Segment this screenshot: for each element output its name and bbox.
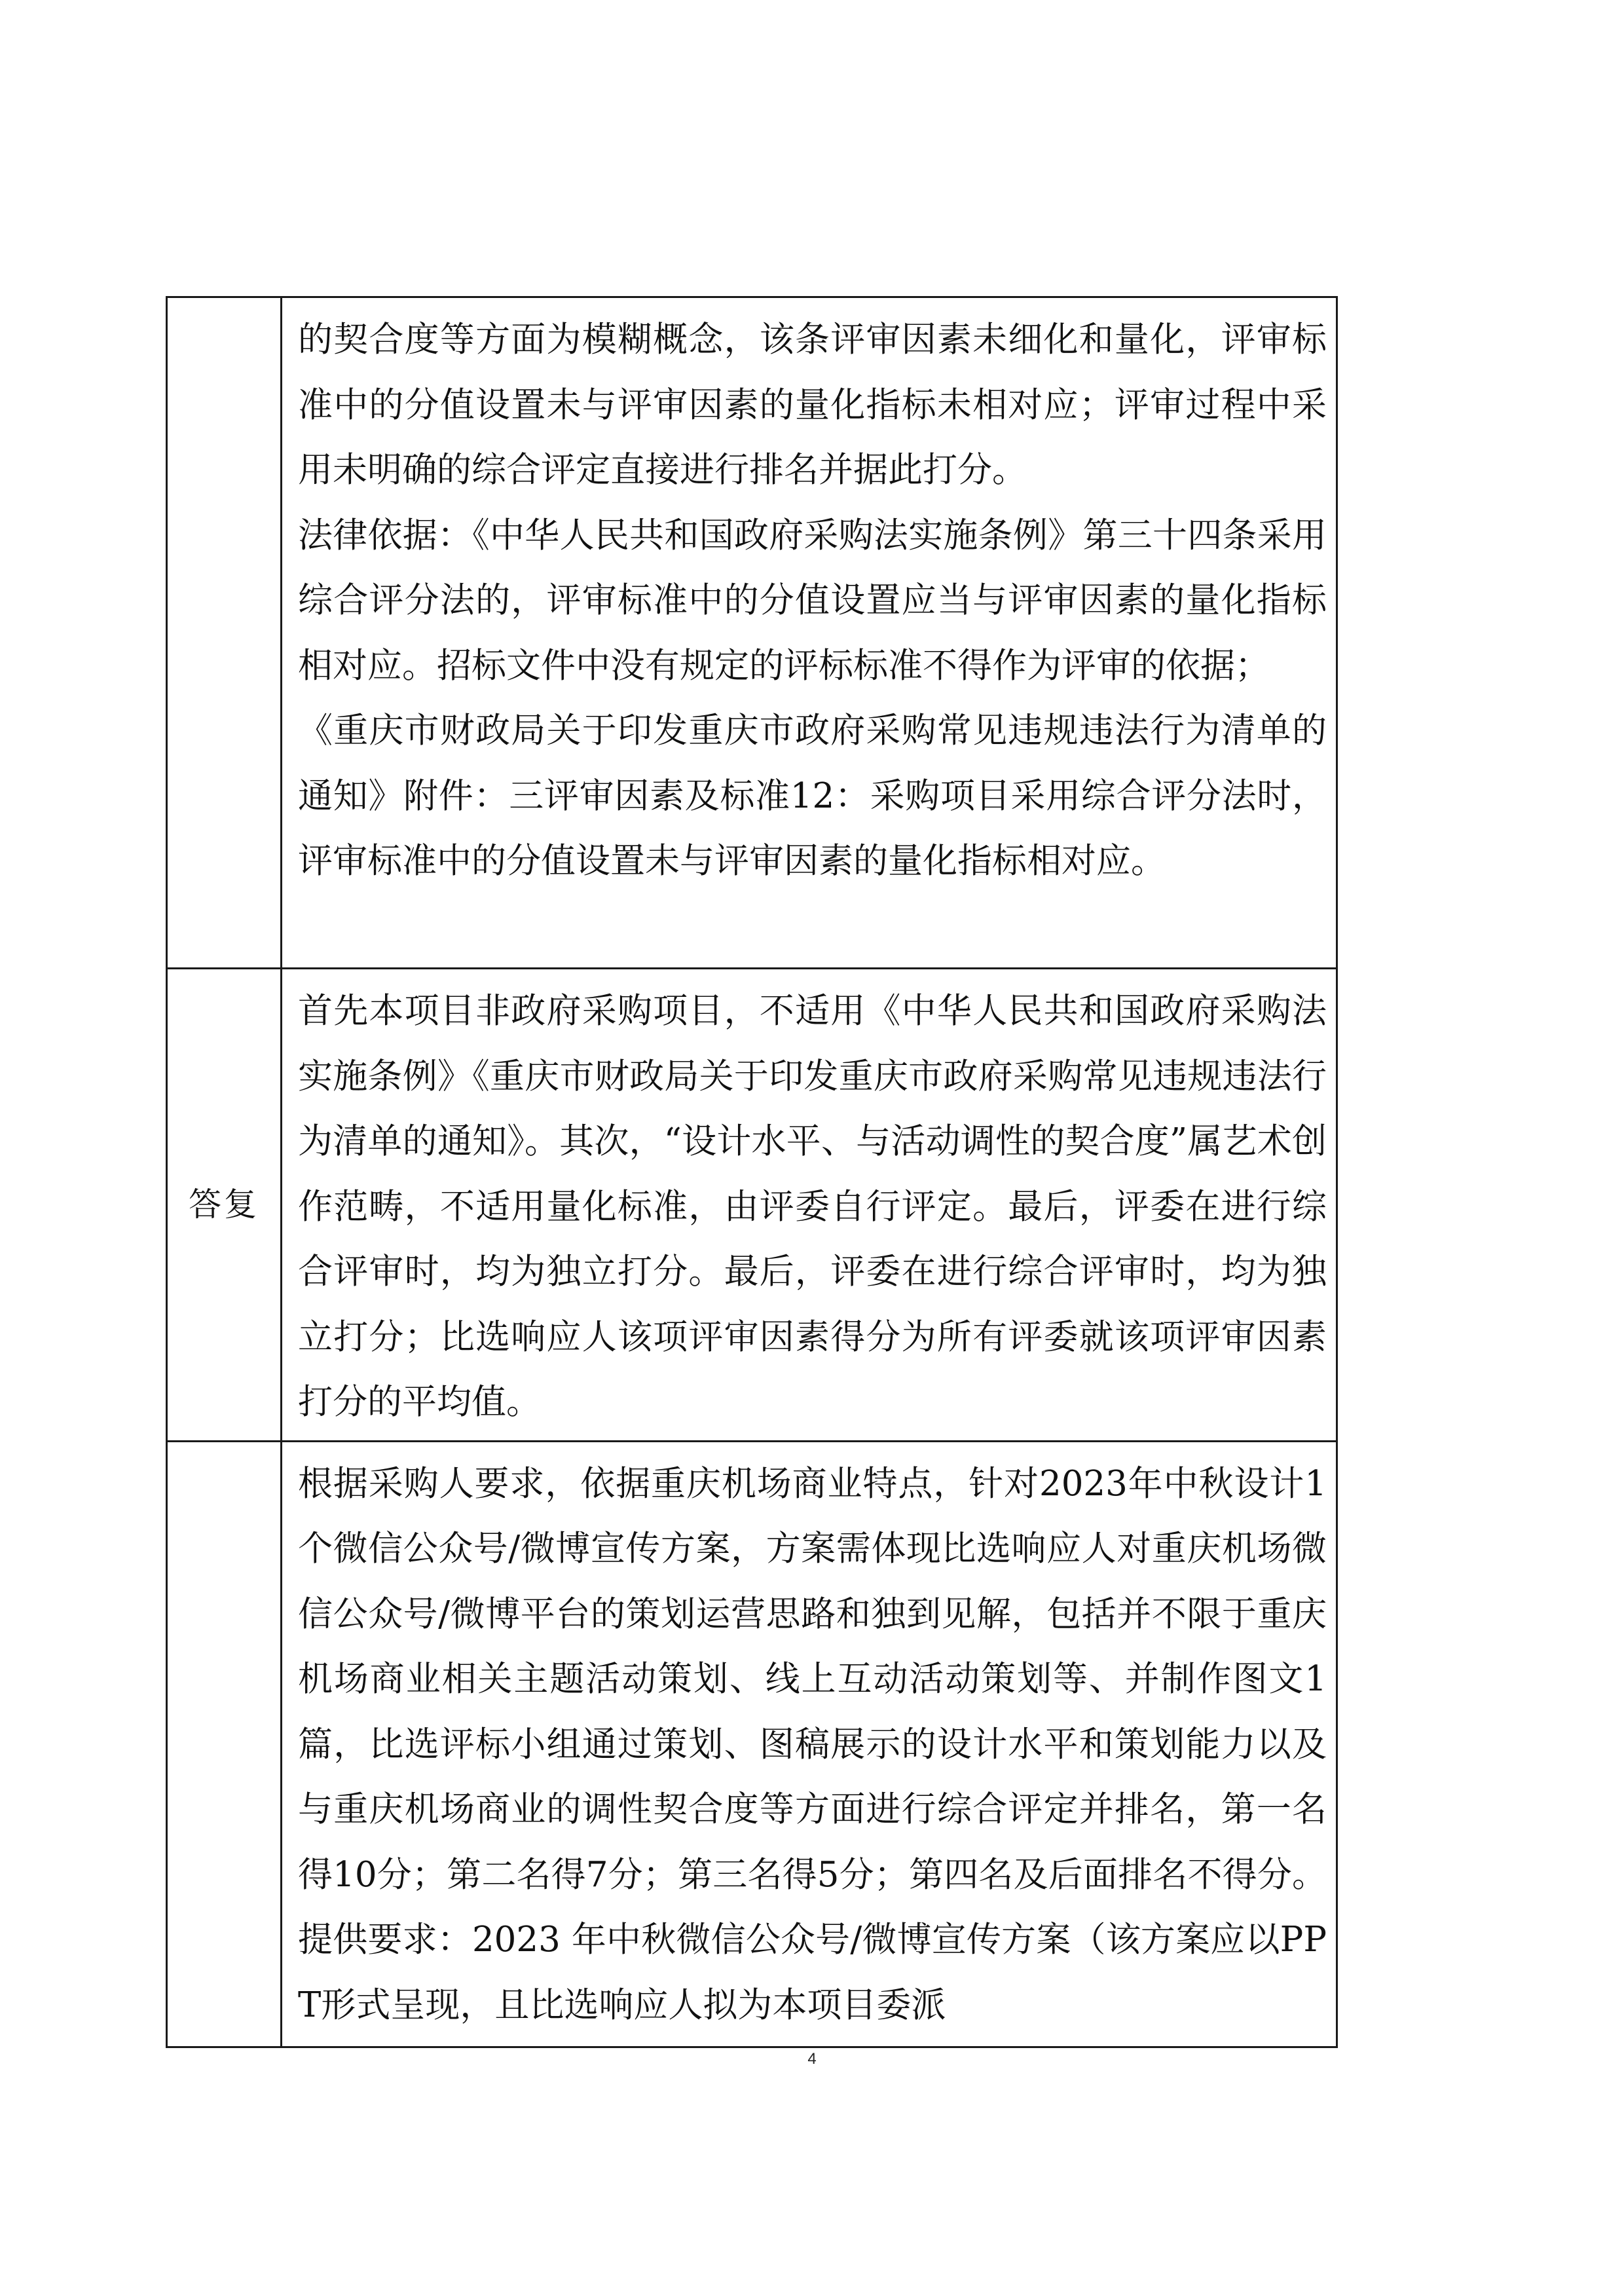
row-content	[282, 969, 1337, 1442]
table-row	[167, 1441, 1337, 2047]
paragraph: 《重庆市财政局关于印发重庆市政府采购常见违规违法行为清单的通知》附件：三评审因素及标准12：采购项目采用综合评分法时，评审标准中的分值设置未与评审因素的量化指标相对应。	[298, 711, 1327, 881]
row-label	[167, 1441, 282, 2047]
row-label: 答复	[167, 969, 282, 1442]
page-number: 4	[807, 2050, 817, 2068]
paragraph: 的契合度等方面为模糊概念，该条评审因素未细化和量化，评审标准中的分值设置未与评审因素的量化指标未相对应；评审过程中采用未明确的综合评定直接进行排名并据此打分。	[298, 320, 1327, 490]
table-row	[167, 297, 1337, 969]
paragraph: 根据采购人要求，依据重庆机场商业特点，针对2023年中秋设计1个微信公众号/微博宣传方案，方案需体现比选响应人对重庆机场微信公众号/微博平台的策划运营思路和独到见解，包括并不限于重庆机场商业相关主题活动策划、线上互动活动策划等、并制作图文1篇，比选评标小组通过策划、图稿展示的设计水平和策划能力以及与重庆机场商业的调性契合度等方面进行综合评定并排名，第一名得10分；第二名得7分；第三名得5分；第四名及后面排名不得分。提供要求：2023 年中秋微信公众号/微博宣传方案（该方案应以PPT形式呈现，且比选响应人拟为本项目委派	[298, 1463, 1327, 2025]
paragraph: 法律依据：《中华人民共和国政府采购法实施条例》第三十四条采用综合评分法的，评审标准中的分值设置应当与评审因素的量化指标相对应。招标文件中没有规定的评标标准不得作为评审的依据；	[298, 515, 1327, 686]
row-label	[167, 297, 282, 969]
row-content	[282, 1441, 1337, 2047]
row-content	[282, 297, 1337, 969]
document-table	[166, 296, 1338, 2048]
paragraph: 首先本项目非政府采购项目，不适用《中华人民共和国政府采购法实施条例》《重庆市财政局关于印发重庆市政府采购常见违规违法行为清单的通知》。其次，“设计水平、与活动调性的契合度”属艺术创作范畴，不适用量化标准，由评委自行评定。最后，评委在进行综合评审时，均为独立打分。最后，评委在进行综合评审时，均为独立打分；比选响应人该项评审因素得分为所有评委就该项评审因素打分的平均值。	[298, 991, 1327, 1422]
table-row	[167, 969, 1337, 1442]
